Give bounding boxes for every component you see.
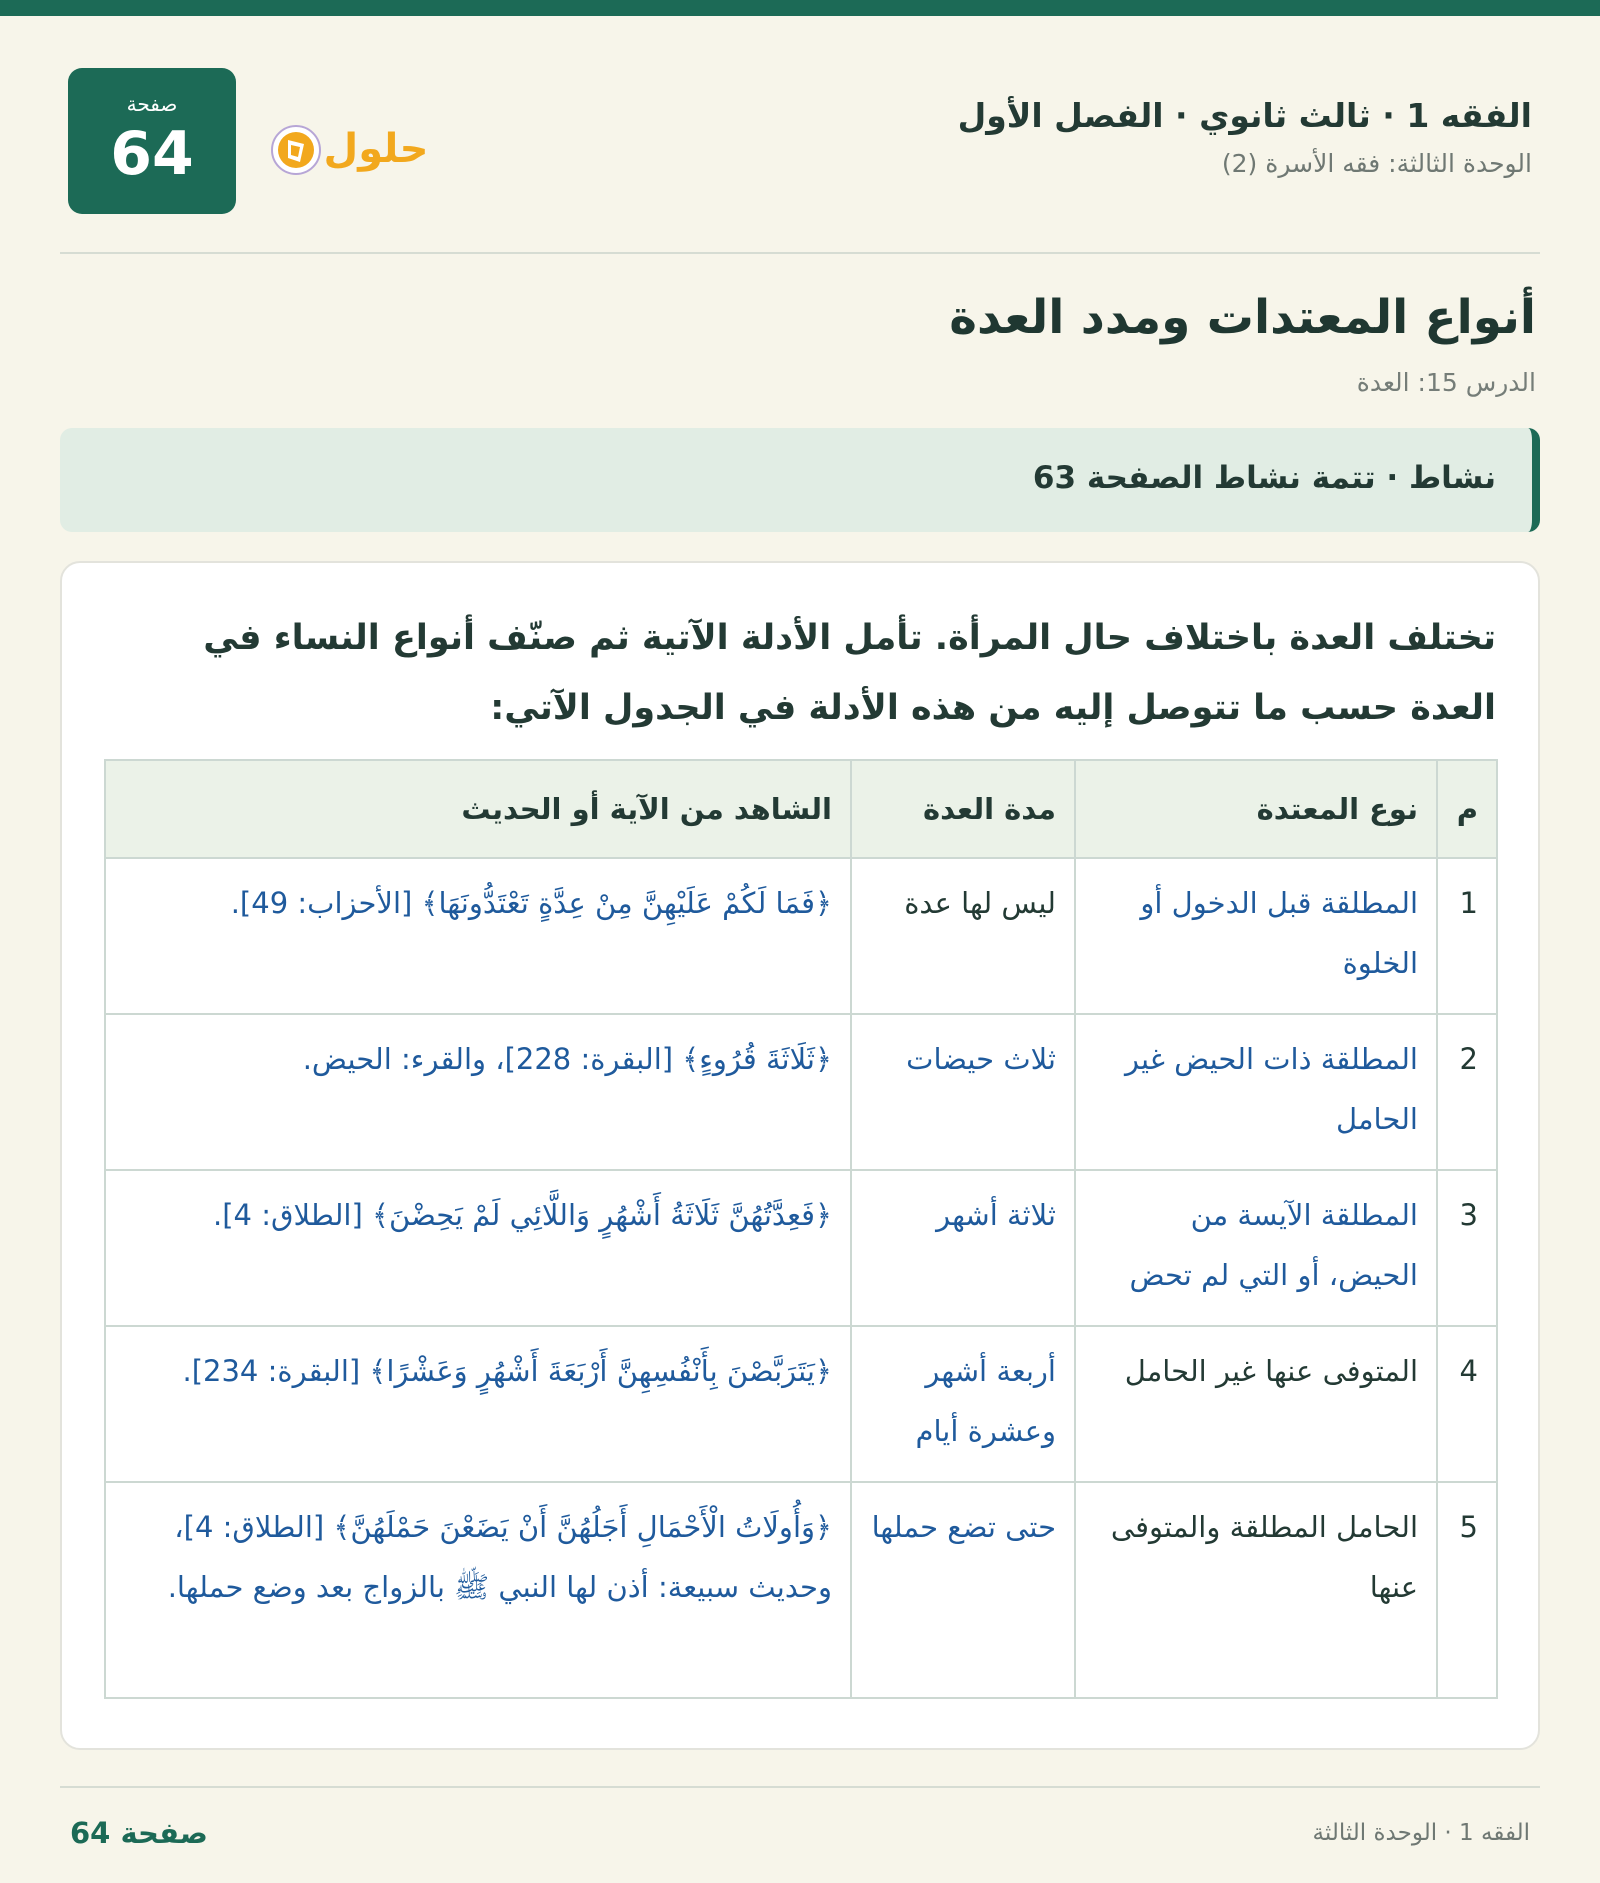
row-index: 3: [1437, 1170, 1497, 1326]
table-row: [105, 858, 1497, 1014]
table-row: [105, 1326, 1497, 1482]
footer-divider: [60, 1786, 1540, 1788]
page-number-badge: [68, 68, 236, 214]
row-evidence: ﴿فَعِدَّتُهُنَّ ثَلَاثَةُ أَشْهُرٍ وَاللَّائِي لَمْ يَحِضْنَ﴾ [الطلاق: 4].: [105, 1170, 851, 1326]
row-evidence: ﴿ثَلَاثَةَ قُرُوءٍ﴾ [البقرة: 228]، والقرء: الحيض.: [105, 1014, 851, 1170]
book-title: الفقه 1 · ثالث ثانوي · الفصل الأول: [957, 96, 1532, 135]
header-evidence: الشاهد من الآية أو الحديث: [105, 760, 851, 858]
row-index: 4: [1437, 1326, 1497, 1482]
activity-banner: [60, 428, 1540, 532]
row-type: المطلقة قبل الدخول أو الخلوة: [1075, 858, 1437, 1014]
page-label: صفحة: [126, 92, 178, 116]
svg-text:حلول: حلول: [323, 126, 429, 172]
footer-page-number: صفحة 64: [70, 1816, 208, 1850]
row-index: 1: [1437, 858, 1497, 1014]
header-divider: [60, 252, 1540, 254]
page-header: [60, 68, 1540, 218]
row-type: المطلقة الآيسة من الحيض، أو التي لم تحض: [1075, 1170, 1437, 1326]
footer-book-label: الفقه 1 · الوحدة الثالثة: [1312, 1820, 1530, 1846]
row-evidence: ﴿فَمَا لَكُمْ عَلَيْهِنَّ مِنْ عِدَّةٍ تَعْتَدُّونَهَا﴾ [الأحزاب: 49].: [105, 858, 851, 1014]
activity-card: [60, 561, 1540, 1750]
table-row: [105, 1014, 1497, 1170]
row-index: 5: [1437, 1482, 1497, 1698]
page-number: 64: [110, 119, 194, 189]
unit-subtitle: الوحدة الثالثة: فقه الأسرة (2): [1221, 149, 1532, 178]
lesson-title: أنواع المعتدات ومدد العدة: [949, 290, 1536, 345]
table-header-row: [105, 760, 1497, 858]
row-index: 2: [1437, 1014, 1497, 1170]
row-duration: حتى تضع حملها: [851, 1482, 1075, 1698]
top-accent-bar: [0, 0, 1600, 16]
row-duration: ثلاثة أشهر: [851, 1170, 1075, 1326]
activity-label: نشاط · تتمة نشاط الصفحة 63: [1032, 460, 1496, 496]
row-type: المطلقة ذات الحيض غير الحامل: [1075, 1014, 1437, 1170]
hulul-logo-icon: [264, 118, 444, 178]
activity-instructions: تختلف العدة باختلاف حال المرأة. تأمل الأدلة الآتية ثم صنّف أنواع النساء في العدة حسب ما تتوصل إليه من هذه الأدلة في الجدول الآتي:: [203, 618, 1496, 728]
lesson-subtitle: الدرس 15: العدة: [1356, 368, 1536, 397]
header-type: نوع المعتدة: [1075, 760, 1437, 858]
header-duration: مدة العدة: [851, 760, 1075, 858]
header-text: [958, 96, 1532, 178]
header-index: م: [1437, 760, 1497, 858]
row-duration: ليس لها عدة: [851, 858, 1075, 1014]
table-row: [105, 1170, 1497, 1326]
row-evidence: ﴿يَتَرَبَّصْنَ بِأَنْفُسِهِنَّ أَرْبَعَةَ أَشْهُرٍ وَعَشْرًا﴾ [البقرة: 234].: [105, 1326, 851, 1482]
row-duration: ثلاث حيضات: [851, 1014, 1075, 1170]
table-row: [105, 1482, 1497, 1698]
classification-table: [104, 759, 1498, 1699]
row-type: الحامل المطلقة والمتوفى عنها: [1075, 1482, 1437, 1698]
row-duration: أربعة أشهر وعشرة أيام: [851, 1326, 1075, 1482]
row-type: المتوفى عنها غير الحامل: [1075, 1326, 1437, 1482]
row-evidence: ﴿وَأُولَاتُ الْأَحْمَالِ أَجَلُهُنَّ أَنْ يَضَعْنَ حَمْلَهُنَّ﴾ [الطلاق: 4]، وحديث سبيعة: أذن لها النبي ﷺ بالزواج بعد وضع حملها.: [105, 1482, 851, 1698]
